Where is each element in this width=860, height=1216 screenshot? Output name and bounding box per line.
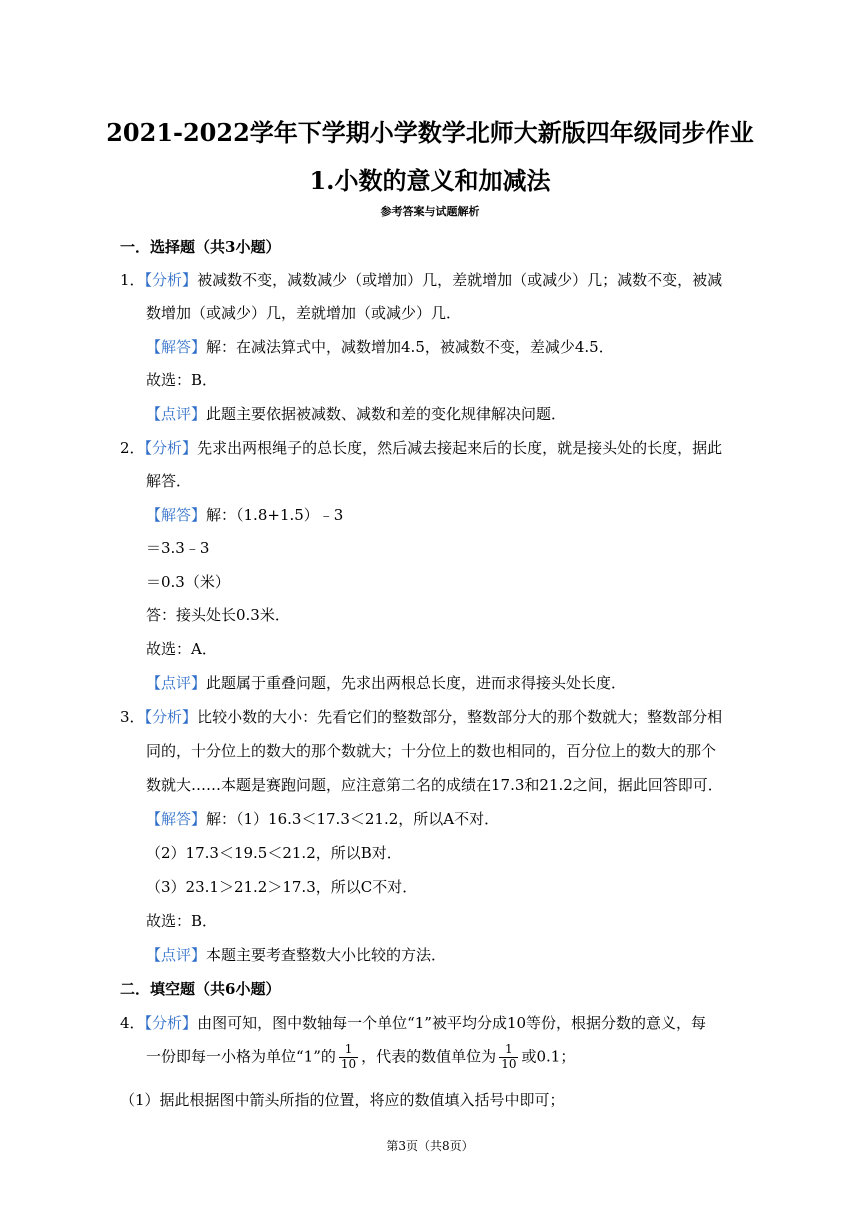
q2-choice: 故选：A． <box>146 640 217 658</box>
q2-comment-line <box>146 672 626 693</box>
q1-analysis-text: 被减数不变，减数减少（或增加）几，差就增加（或减少）几；减数不变，被减 <box>197 271 723 289</box>
analysis-tag: 【分析】 <box>144 1014 198 1032</box>
q4-analysis-line <box>120 1012 706 1033</box>
fraction-denominator: 10 <box>340 1056 357 1071</box>
q2-analysis-text: 先求出两根绳子的总长度，然后减去接起来后的长度，就是接头处的长度，据此 <box>197 439 723 457</box>
q3-number: 3． <box>120 708 145 726</box>
q3-analysis-text: 比较小数的大小：先看它们的整数部分，整数部分大的那个数就大；整数部分相 <box>197 708 723 726</box>
q2-step-1: ＝3.3﹣3 <box>146 539 210 557</box>
section-heading-choice: 一．选择题（共3小题） <box>120 238 281 256</box>
q3-analysis-line <box>120 706 722 727</box>
q1-analysis-cont: 数增加（或减少）几，差就增加（或减少）几． <box>146 304 462 322</box>
q2-solution-line <box>146 504 343 525</box>
q4-number: 4． <box>120 1014 145 1032</box>
page-footer: 第3页（共8页） <box>386 1139 474 1153</box>
q2-comment-text: 此题属于重叠问题，先求出两根总长度，进而求得接头处长度． <box>206 674 627 692</box>
q3-analysis-cont-2: 数就大……本题是赛跑问题，应注意第二名的成绩在17.3和21.2之间，据此回答即可． <box>146 776 723 794</box>
q2-number: 2． <box>120 439 145 457</box>
q3-step-3: （3）23.1＞21.2＞17.3，所以C不对． <box>146 878 418 896</box>
q4-text-a: 一份即每一小格为单位“1”的 <box>146 1047 336 1066</box>
q3-step-2: （2）17.3＜19.5＜21.2，所以B对． <box>146 844 402 862</box>
section-heading-fill: 二．填空题（共6小题） <box>120 980 281 998</box>
q3-comment-text: 本题主要考查整数大小比较的方法． <box>206 946 447 964</box>
fraction <box>339 1043 358 1072</box>
analysis-tag: 【分析】 <box>144 271 198 289</box>
q1-choice: 故选：B． <box>146 371 218 389</box>
fraction-denominator: 10 <box>501 1056 517 1071</box>
q3-solution-text: 解：（1）16.3＜17.3＜21.2，所以A不对． <box>206 810 500 828</box>
q3-choice: 故选：B． <box>146 912 218 930</box>
analysis-tag: 【分析】 <box>144 708 198 726</box>
q2-analysis-line <box>120 437 722 458</box>
document-title: 2021-2022学年下学期小学数学北师大新版四年级同步作业 <box>106 118 754 147</box>
q1-comment-line <box>146 403 566 424</box>
comment-tag: 【点评】 <box>146 405 207 423</box>
q4-analysis-cont <box>146 1043 575 1072</box>
q1-solution-line <box>146 336 614 357</box>
q2-analysis-cont: 解答． <box>146 472 192 490</box>
answer-heading: 参考答案与试题解析 <box>380 205 480 218</box>
q2-solution-text: 解：（1.8+1.5）﹣3 <box>206 506 344 524</box>
solution-tag: 【解答】 <box>146 506 207 524</box>
solution-tag: 【解答】 <box>146 338 207 356</box>
analysis-tag: 【分析】 <box>144 439 198 457</box>
q3-analysis-cont-1: 同的，十分位上的数大的那个数就大；十分位上的数也相同的，百分位上的数大的那个 <box>146 742 717 760</box>
q2-step-2: ＝0.3（米） <box>146 573 230 591</box>
comment-tag: 【点评】 <box>146 946 207 964</box>
fraction-numerator: 1 <box>505 1042 513 1056</box>
q4-text-c: 或0.1； <box>521 1047 576 1066</box>
q3-solution-line <box>146 808 499 829</box>
fraction-numerator: 1 <box>344 1042 353 1056</box>
solution-tag: 【解答】 <box>146 810 207 828</box>
q4-text-b: ，代表的数值单位为 <box>361 1047 497 1066</box>
q1-analysis-line <box>120 269 722 290</box>
q2-answer: 答：接头处长0.3米． <box>146 606 290 624</box>
q3-comment-line <box>146 944 446 965</box>
q1-solution-text: 解：在减法算式中，减数增加4.5，被减数不变，差减少4.5． <box>206 338 614 356</box>
q4-step-1: （1）据此根据图中箭头所指的位置，将应的数值填入括号中即可； <box>120 1091 565 1109</box>
comment-tag: 【点评】 <box>146 674 207 692</box>
q1-comment-text: 此题主要依据被减数、减数和差的变化规律解决问题． <box>206 405 567 423</box>
fraction <box>499 1043 518 1072</box>
document-subtitle-topic: 1.小数的意义和加减法 <box>309 166 551 195</box>
q4-analysis-text: 由图可知，图中数轴每一个单位“1”被平均分成10等份，根据分数的意义，每 <box>197 1014 707 1032</box>
q1-number: 1． <box>120 271 145 289</box>
